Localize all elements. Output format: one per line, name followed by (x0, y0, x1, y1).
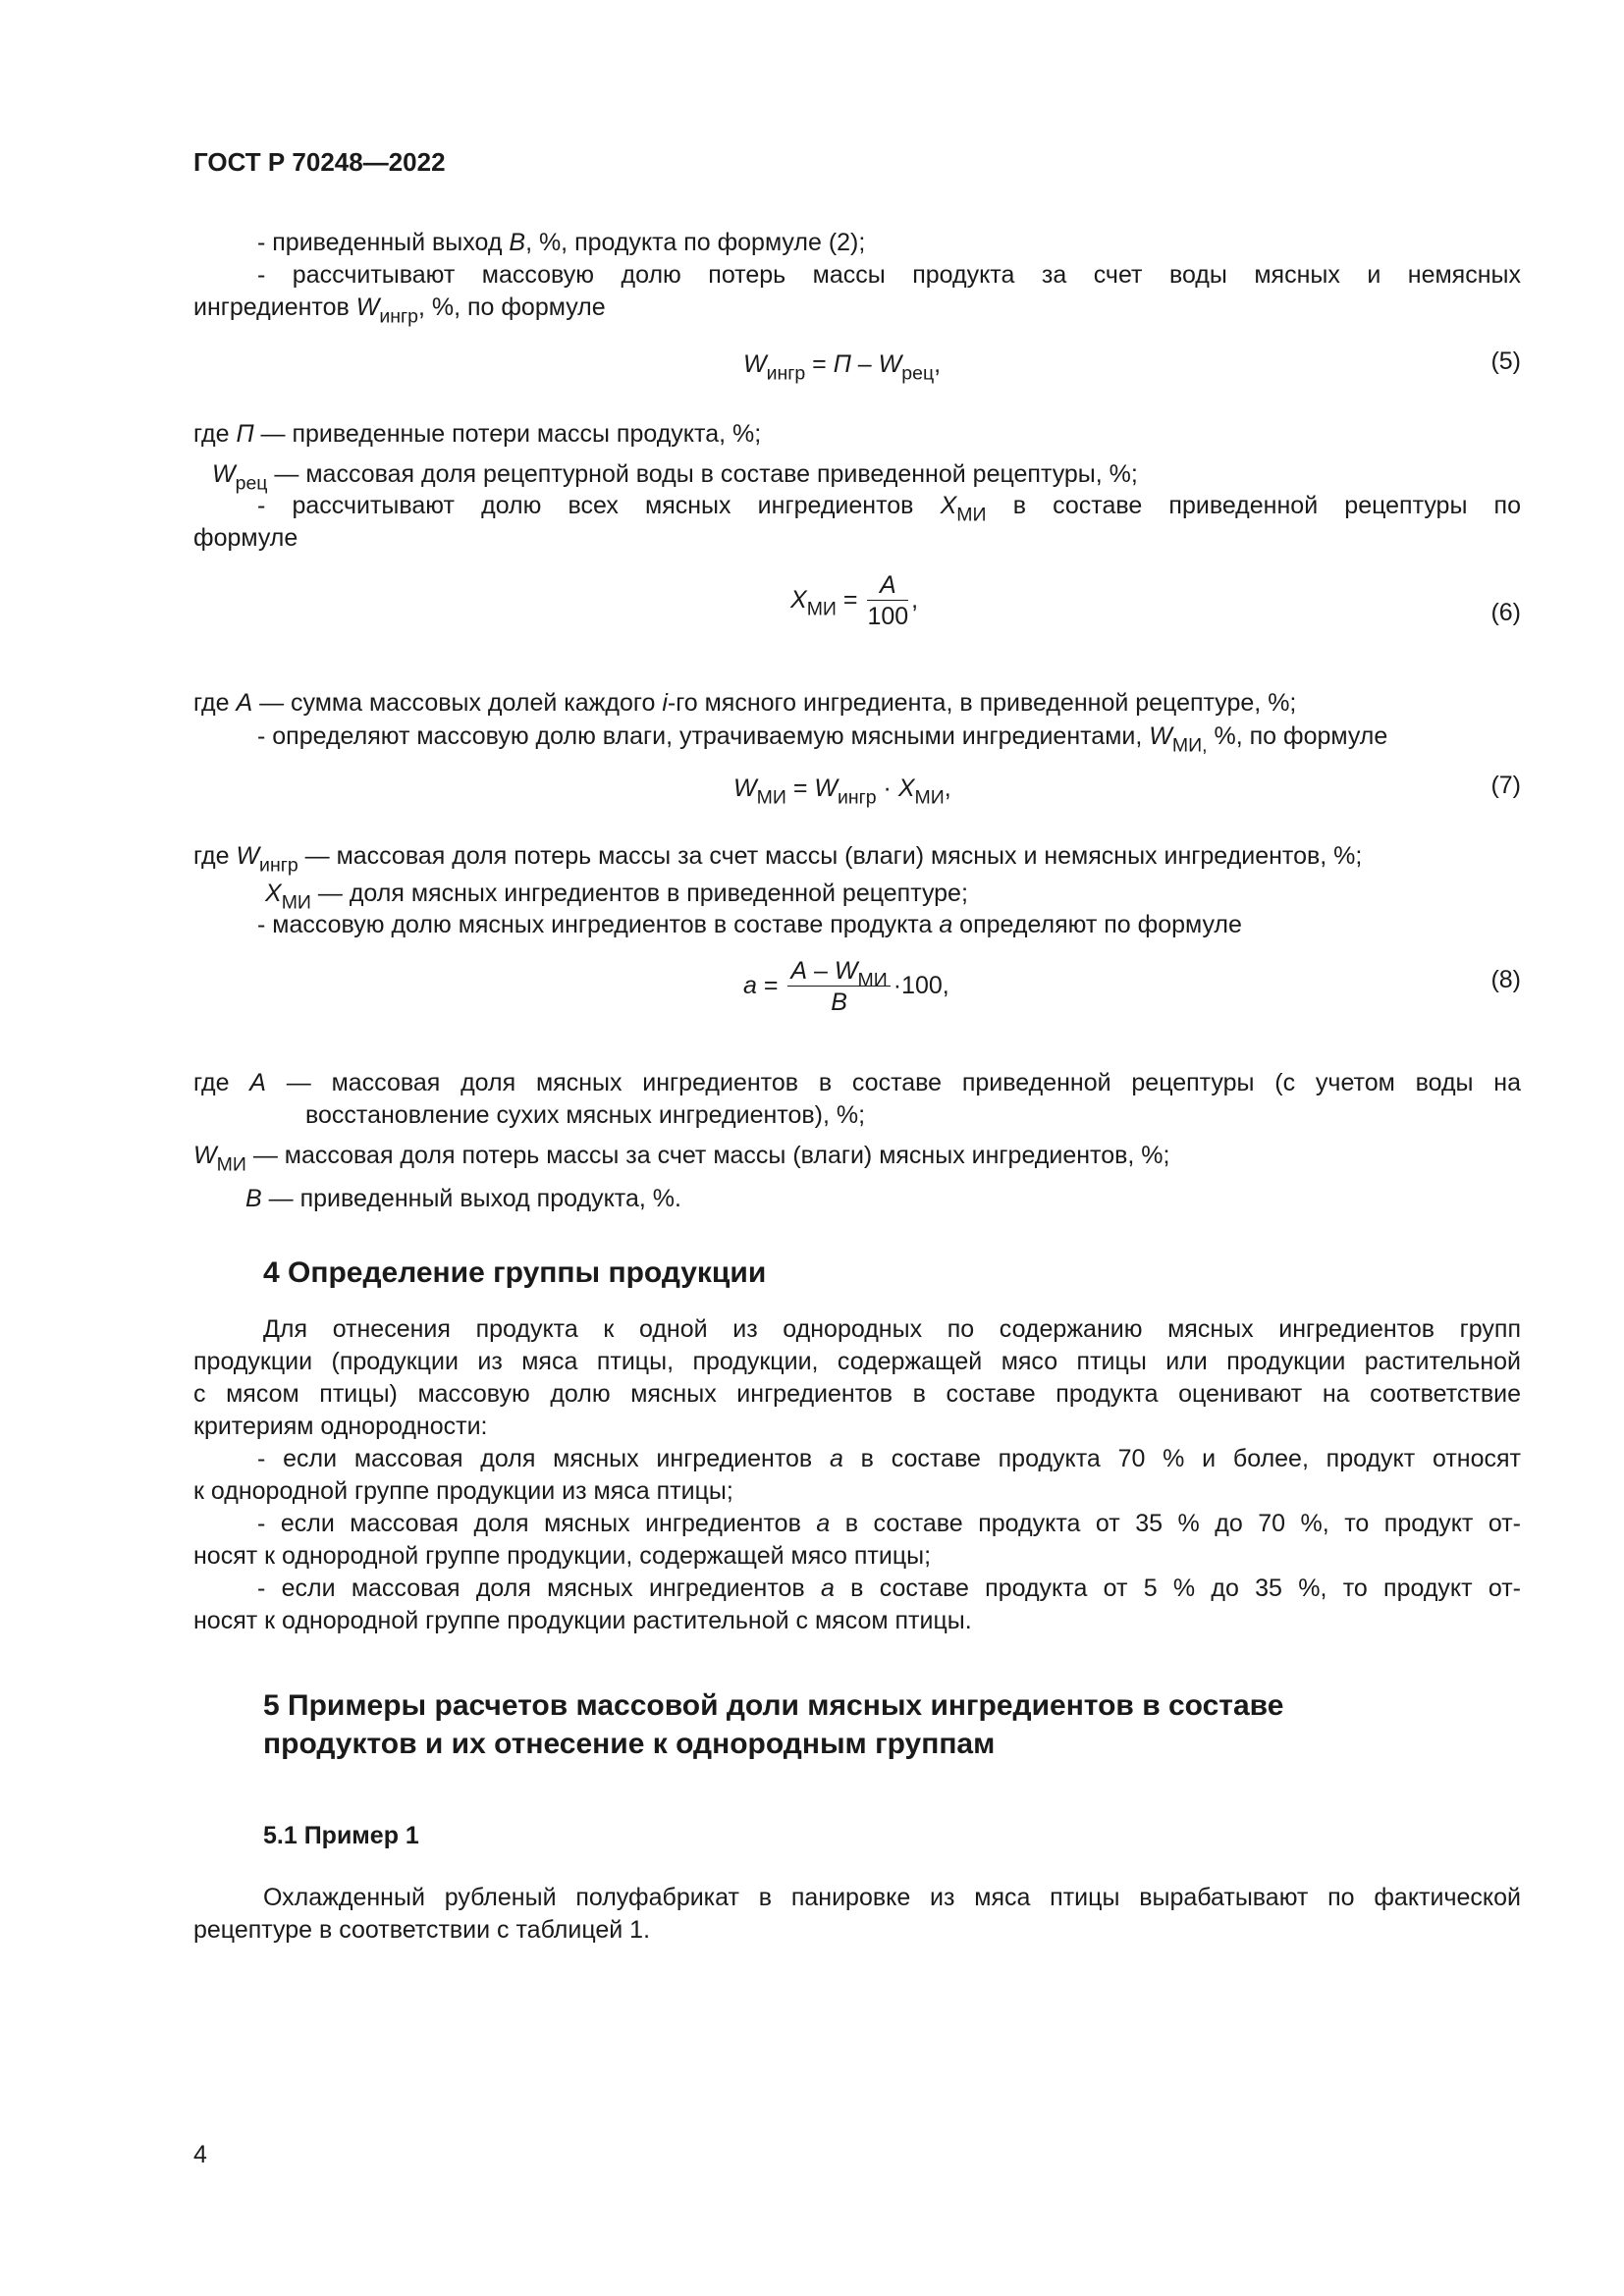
where-f5-p: где П — приведенные потери массы продукта, %; (193, 420, 762, 448)
where-f7-xmi: $X_{МИ}$ — доля мясных ингредиентов в приведенной рецептуре; (265, 880, 968, 914)
criterion-2-line1: - если массовая доля мясных ингредиентов a в составе продукта от 35 % до 70 %, то продукт от- (257, 1510, 1521, 1537)
where-f8-a-line2: восстановление сухих мясных ингредиентов), %; (305, 1101, 866, 1129)
where-f6-a: где A — сумма массовых долей каждого i-го мясного ингредиента, в приведенной рецептуре, %; (193, 689, 1297, 717)
example-1-para-line: рецептуре в соответствии с таблицей 1. (193, 1916, 651, 1944)
section-4-para-line: Для отнесения продукта к одной из однородных по содержанию мясных ингредиентов групп (263, 1315, 1521, 1343)
subsection-5-1-heading: 5.1 Пример 1 (263, 1822, 419, 1849)
section-4-para-line: с мясом птицы) массовую долю мясных ингредиентов в составе продукта оценивают на соответствие (193, 1380, 1521, 1408)
where-f8-b: B — приведенный выход продукта, %. (245, 1185, 681, 1212)
bullet-calc-loss-line1: - рассчитывают массовую долю потерь массы продукта за счет воды мясных и немясных (257, 261, 1521, 289)
page-number: 4 (193, 2141, 207, 2168)
section-5-heading-line2: продуктов и их отнесение к однородным группам (263, 1728, 996, 1760)
criterion-3-line1: - если массовая доля мясных ингредиентов a в составе продукта от 5 % до 35 %, то продукт от- (257, 1575, 1521, 1602)
formula-8: a = $\frac{A - W_{МИ}}{B}$ ·100, (743, 957, 949, 1016)
section-4-para-line: критериям однородности: (193, 1413, 488, 1440)
formula-6-fraction: $\frac{A}{100}$ (867, 571, 909, 630)
bullet-calc-loss-line2: ингредиентов $W_{ингр}$, %, по формуле (193, 294, 606, 328)
where-f7-wingr: где $W_{ингр}$ — массовая доля потерь массы за счет массы (влаги) мясных и немясных ингредиентов, %; (193, 842, 1363, 877)
bullet-moisture-loss: - определяют массовую долю влаги, утрачиваемую мясными ингредиентами, $W_{МИ,}$ %, по формуле (257, 722, 1388, 757)
document-header: ГОСТ Р 70248—2022 (193, 147, 446, 177)
bullet-meat-share-product: - массовую долю мясных ингредиентов в составе продукта a определяют по формуле (257, 911, 1242, 938)
criterion-3-line2: носят к однородной группе продукции растительной с мясом птицы. (193, 1607, 972, 1634)
where-f8-a-line1: где A — массовая доля мясных ингредиентов в составе приведенной рецептуры (с учетом воды на (193, 1069, 1522, 1096)
formula-5: $W_{ингр} = П - W_{рец}$, (743, 350, 942, 385)
where-f5-wrec: $W_{рец}$ — массовая доля рецептурной воды в составе приведенной рецептуры, %; (212, 460, 1138, 495)
formula-6: $X_{МИ}$ = $\frac{A}{100}$ , (790, 571, 919, 630)
bullet-calc-meat-share-line2: формуле (193, 524, 298, 552)
section-4-heading: 4 Определение группы продукции (263, 1256, 767, 1289)
formula-8-number: (8) (1490, 966, 1521, 993)
section-4-para-line: продукции (продукции из мяса птицы, продукции, содержащей мясо птицы или продукции растительной (193, 1348, 1521, 1375)
formula-8-fraction: $\frac{A - W_{МИ}}{B}$ (787, 957, 890, 1017)
formula-7-number: (7) (1490, 772, 1521, 799)
bullet-reduced-yield: - приведенный выход B, %, продукта по формуле (2); (257, 229, 866, 256)
formula-6-number: (6) (1490, 599, 1521, 626)
where-f8-wmi: $W_{МИ}$ — массовая доля потерь массы за счет массы (влаги) мясных ингредиентов, %; (193, 1142, 1170, 1176)
section-5-heading-line1: 5 Примеры расчетов массовой доли мясных ингредиентов в составе (263, 1689, 1284, 1722)
criterion-1-line2: к однородной группе продукции из мяса птицы; (193, 1477, 733, 1505)
formula-5-number: (5) (1490, 347, 1521, 375)
bullet-calc-meat-share-line1: - рассчитывают долю всех мясных ингредиентов $X_{МИ}$ в составе приведенной рецептуры по (257, 492, 1521, 526)
formula-7: $W_{МИ} = W_{ингр} \cdot X_{МИ}$, (733, 774, 951, 809)
example-1-para-line: Охлажденный рубленый полуфабрикат в панировке из мяса птицы вырабатывают по фактической (263, 1884, 1521, 1911)
criterion-1-line1: - если массовая доля мясных ингредиентов a в составе продукта 70 % и более, продукт относят (257, 1445, 1522, 1472)
criterion-2-line2: носят к однородной группе продукции, содержащей мясо птицы; (193, 1542, 932, 1570)
